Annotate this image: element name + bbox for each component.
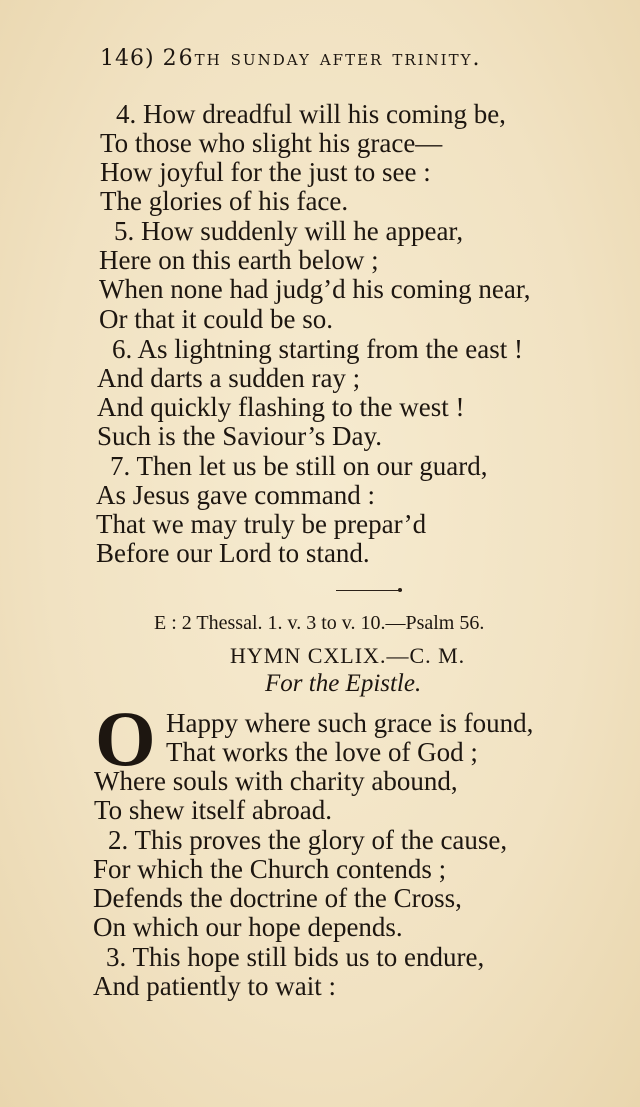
scripture-reference: E : 2 Thessal. 1. v. 3 to v. 10.—Psalm 56. [154,612,485,634]
verse-line: How joyful for the just to see : [100,157,431,187]
verse-line: When none had judg’d his coming near, [99,274,531,304]
page-number: 146) [100,46,155,71]
verse-line: And patiently to wait : [93,971,336,1001]
verse-line: 3. This hope still bids us to endure, [106,942,485,972]
verse-line: 4. How dreadful will his coming be, [116,99,506,129]
verse-line: To those who slight his grace— [100,128,443,158]
section-divider [336,590,402,591]
verse-line: For which the Church contends ; [93,854,447,884]
verse-line: Here on this earth below ; [99,245,379,275]
verse-line: Where souls with charity abound, [94,766,458,796]
hymn-title: HYMN CXLIX.—C. M. [230,643,466,668]
verse-line: As Jesus gave command : [96,480,375,510]
verse-line: And darts a sudden ray ; [97,363,361,393]
running-header [100,46,600,71]
verse-line: Before our Lord to stand. [96,538,370,568]
drop-cap: O [95,695,156,782]
hymn-subtitle: For the Epistle. [265,670,422,697]
verse-line: That works the love of God ; [166,737,478,767]
verse-line: 6. As lightning starting from the east ! [112,334,523,364]
verse-line: And quickly flashing to the west ! [97,392,465,422]
verse-line: Such is the Saviour’s Day. [97,421,382,451]
verse-line: That we may truly be prepar’d [96,509,427,539]
verse-line: Happy where such grace is found, [166,708,534,738]
verse-line: To shew itself abroad. [94,795,333,825]
verse-line: 5. How suddenly will he appear, [114,216,464,246]
verse-line: Defends the doctrine of the Cross, [93,883,462,913]
verse-line: On which our hope depends. [93,912,403,942]
verse-line: 2. This proves the glory of the cause, [108,825,508,855]
verse-line: 7. Then let us be still on our guard, [110,451,488,481]
header-title: 26th sunday after trinity. [162,46,482,71]
verse-line: The glories of his face. [100,186,349,216]
verse-line: Or that it could be so. [99,304,333,334]
